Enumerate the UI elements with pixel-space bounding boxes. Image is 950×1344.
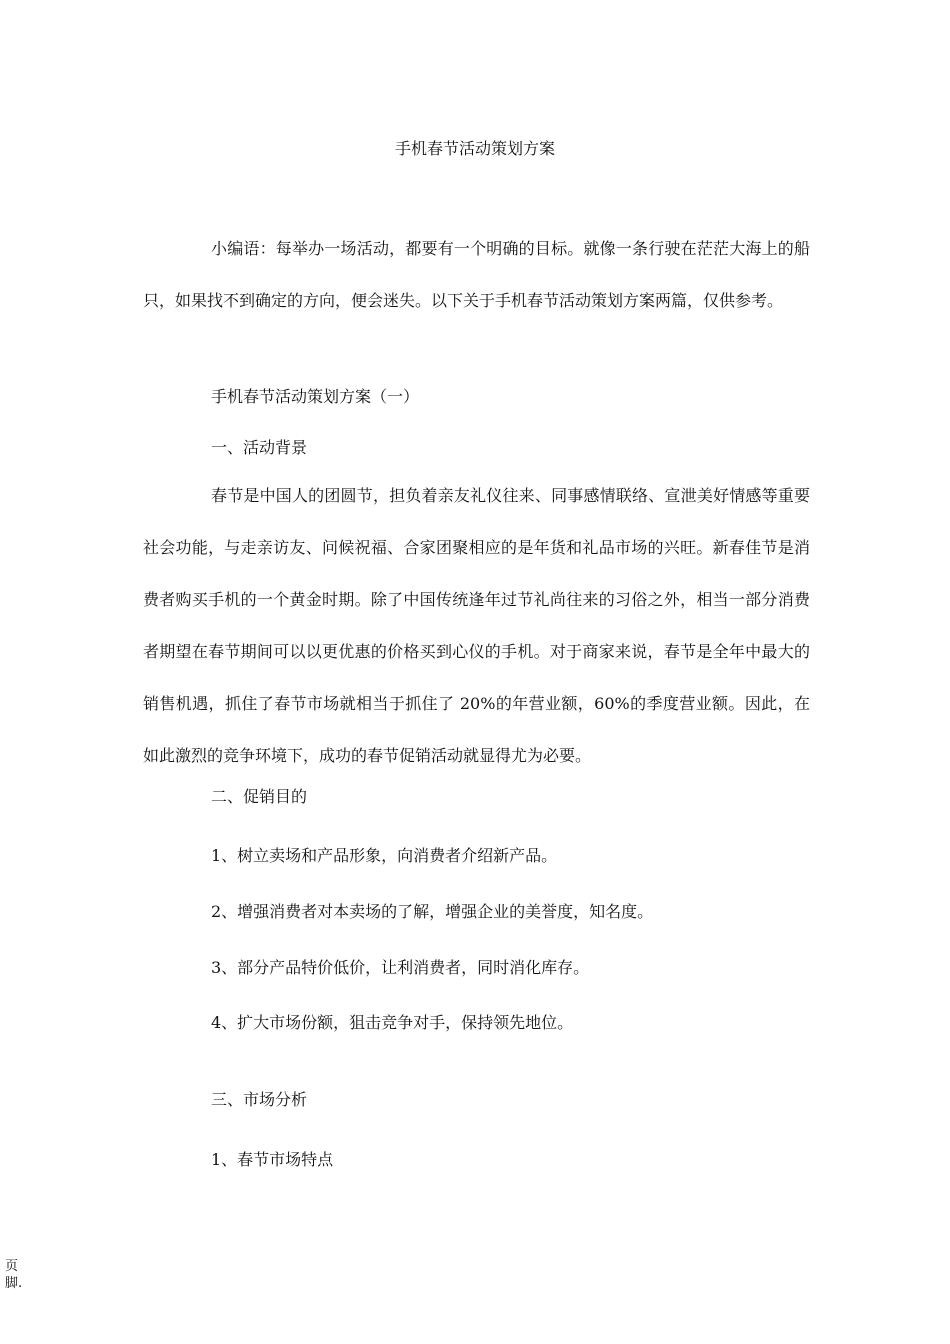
goal-item: 2、增强消费者对本卖场的了解，增强企业的美誉度，知名度。 <box>211 902 654 921</box>
background-paragraph: 春节是中国人的团圆节，担负着亲友礼仪往来、同事感情联络、宣泄美好情感等重要社会功能，与走亲访友、问候祝福、合家团聚相应的是年货和礼品市场的兴旺。新春佳节是消费者购买手机的一个黄金时期。除了中国传统逢年过节礼尚往来的习俗之外，相当一部分消费者期望在春节期间可以以更优惠的价格买到心仪的手机。对于商家来说，春节是全年中最大的销售机遇，抓住了春节市场就相当于抓住了 20%的年营业额，60%的季度营业额。因此，在如此激烈的竞争环境下，成功的春节促销活动就显得尤为必要。 <box>143 486 810 765</box>
goal-item: 3、部分产品特价低价，让利消费者，同时消化库存。 <box>211 958 590 977</box>
heading-activity-background: 一、活动背景 <box>211 438 308 457</box>
goal-item: 1、树立卖场和产品形象，向消费者介绍新产品。 <box>211 846 558 865</box>
goal-item: 4、扩大市场份额，狙击竞争对手，保持领先地位。 <box>211 1013 574 1032</box>
heading-market-analysis: 三、市场分析 <box>211 1090 308 1109</box>
document-title: 手机春节活动策划方案 <box>394 139 555 158</box>
intro-paragraph: 小编语：每举办一场活动，都要有一个明确的目标。就像一条行驶在茫茫大海上的船只，如果找不到确定的方向，便会迷失。以下关于手机春节活动策划方案两篇，仅供参考。 <box>143 239 810 310</box>
subheading-spring-market: 1、春节市场特点 <box>211 1150 334 1169</box>
heading-promotion-goals: 二、促销目的 <box>211 787 308 806</box>
section-title: 手机春节活动策划方案（一） <box>211 387 420 406</box>
page-footer: 页脚. <box>5 1259 23 1291</box>
